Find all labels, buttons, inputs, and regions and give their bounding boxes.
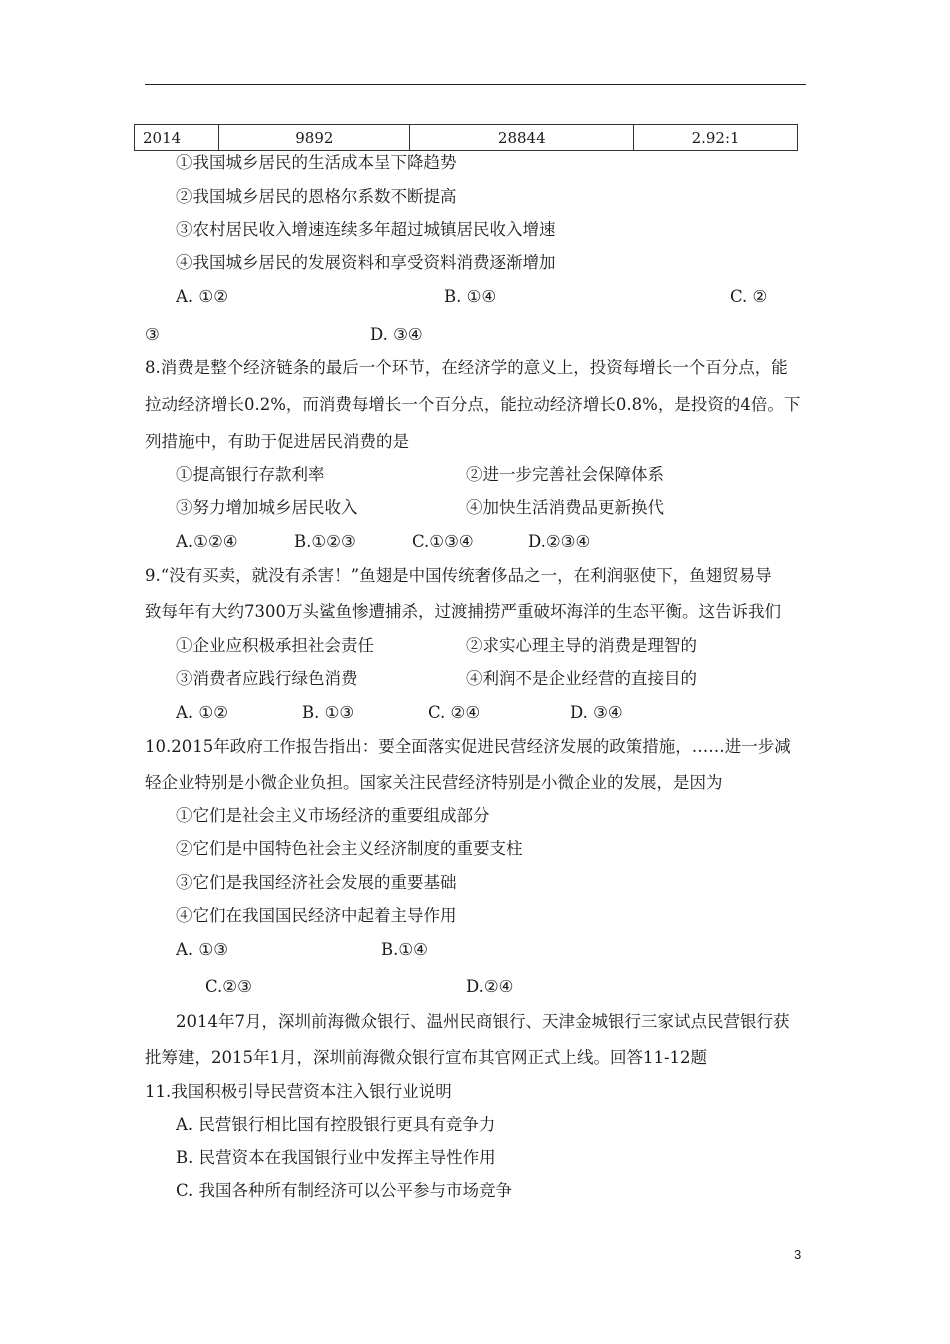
q10-item-3: ③它们是我国经济社会发展的重要基础 [176,873,457,892]
q10-option-d: D.②④ [466,977,514,996]
q11-stem: 11.我国积极引导民营资本注入银行业说明 [145,1082,452,1101]
table-row [135,125,798,151]
table-cell-ratio: 2.92:1 [634,125,798,151]
q9-option-b: B. ①③ [302,703,355,722]
q7-option-c: C. ② [730,287,768,306]
q8-item-1: ①提高银行存款利率 [176,465,325,484]
header-rule [145,84,806,85]
q9-item-3: ③消费者应践行绿色消费 [176,669,358,688]
q10-stem-line-2: 轻企业特别是小微企业负担。国家关注民营经济特别是小微企业的发展，是因为 [145,773,723,792]
q11-option-b: B. 民营资本在我国银行业中发挥主导性作用 [176,1148,496,1167]
q10-option-c: C.②③ [205,977,252,996]
q7-item-1: ①我国城乡居民的生活成本呈下降趋势 [176,153,457,172]
q8-stem-line-1: 8.消费是整个经济链条的最后一个环节，在经济学的意义上，投资每增长一个百分点，能 [145,358,788,377]
q7-option-a: A. ①② [176,287,228,306]
q9-item-2: ②求实心理主导的消费是理智的 [466,636,697,655]
q7-item-4: ④我国城乡居民的发展资料和享受资料消费逐渐增加 [176,253,556,272]
q9-stem-line-1: 9.“没有买卖，就没有杀害！”鱼翅是中国传统奢侈品之一，在利润驱使下，鱼翅贸易导 [145,566,772,585]
passage-line-2: 批筹建，2015年1月，深圳前海微众银行宣布其官网正式上线。回答11-12题 [145,1048,708,1067]
q9-stem-line-2: 致每年有大约7300万头鲨鱼惨遭捕杀，过渡捕捞严重破坏海洋的生态平衡。这告诉我们 [145,602,781,621]
income-table [134,124,798,151]
q8-item-2: ②进一步完善社会保障体系 [466,465,664,484]
q10-option-a: A. ①③ [176,940,228,959]
q7-item-3: ③农村居民收入增速连续多年超过城镇居民收入增速 [176,220,556,239]
table-cell-urban-income: 28844 [410,125,634,151]
q7-option-b: B. ①④ [444,287,497,306]
q8-stem-line-2: 拉动经济增长0.2%，而消费每增长一个百分点，能拉动经济增长0.8%，是投资的4倍。下 [145,395,801,414]
q9-option-c: C. ②④ [428,703,481,722]
passage-line-1: 2014年7月，深圳前海微众银行、温州民商银行、天津金城银行三家试点民营银行获 [176,1012,790,1031]
q9-option-a: A. ①② [176,703,228,722]
q9-item-1: ①企业应积极承担社会责任 [176,636,374,655]
q8-item-4: ④加快生活消费品更新换代 [466,498,664,517]
q8-option-d: D.②③④ [528,532,591,551]
q8-option-b: B.①②③ [294,532,356,551]
q11-option-a: A. 民营银行相比国有控股银行更具有竞争力 [176,1115,496,1134]
q7-item-2: ②我国城乡居民的恩格尔系数不断提高 [176,187,457,206]
q10-stem-line-1: 10.2015年政府工作报告指出：要全面落实促进民营经济发展的政策措施，……进一步减 [145,737,791,756]
q10-item-1: ①它们是社会主义市场经济的重要组成部分 [176,806,490,825]
q10-item-4: ④它们在我国国民经济中起着主导作用 [176,906,457,925]
q8-option-a: A.①②④ [176,532,238,551]
q10-item-2: ②它们是中国特色社会主义经济制度的重要支柱 [176,839,523,858]
q7-option-c-wrap: ③ [145,325,160,344]
q9-option-d: D. ③④ [570,703,623,722]
q9-item-4: ④利润不是企业经营的直接目的 [466,669,697,688]
page-number: 3 [794,1247,802,1262]
q10-option-b: B.①④ [381,940,428,959]
q7-option-d: D. ③④ [370,325,423,344]
q8-stem-line-3: 列措施中，有助于促进居民消费的是 [145,432,409,451]
q11-option-c: C. 我国各种所有制经济可以公平参与市场竞争 [176,1181,513,1200]
table-cell-rural-income: 9892 [219,125,410,151]
table-cell-year: 2014 [135,125,219,151]
q8-item-3: ③努力增加城乡居民收入 [176,498,358,517]
q8-option-c: C.①③④ [412,532,474,551]
